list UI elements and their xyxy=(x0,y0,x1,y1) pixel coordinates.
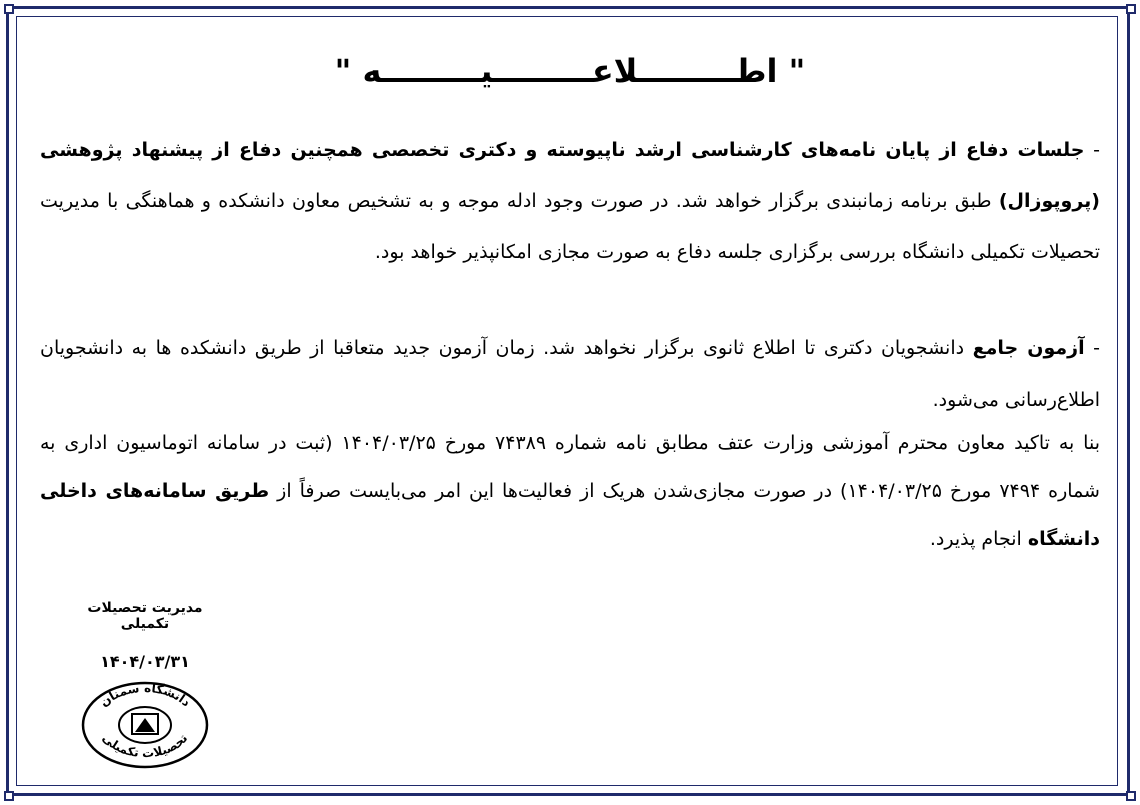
svg-text:دانشگاه سمنان xyxy=(97,681,193,710)
university-seal-icon xyxy=(80,680,210,770)
notice-title: " اطـــــــــلاعـــــــــیـــــــــه " xyxy=(334,52,806,90)
defense-sessions-bold: جلسات دفاع از پایان نامه‌های کارشناسی ارشد ناپیوسته و دکتری تخصصی همچنین دفاع از پیشنهاد پژوهشی (پروپوزال) xyxy=(40,139,1100,212)
directive-text-before: بنا به تاکید معاون محترم آموزشی وزارت عتف مطابق نامه شماره ۷۴۳۸۹ مورخ ۱۴۰۴/۰۳/۲۵ (ثبت در سامانه اتوماسیون اداری به شماره ۷۴۹۴ مورخ ۱۴۰۴/۰۳/۲۵) در صورت مجازی‌شدن هریک از فعالیت‌ها این امر می‌بایست صرفاً از xyxy=(40,432,1100,502)
paragraph-ministry-directive xyxy=(40,419,1100,563)
signature-office: مدیریت تحصیلات تکمیلی xyxy=(87,600,203,632)
directive-text-after: انجام پذیرد. xyxy=(929,528,1022,550)
seal-top-text: دانشگاه سمنان xyxy=(97,680,194,710)
notice-page xyxy=(40,40,1100,780)
defense-sessions-text: طبق برنامه زمانبندی برگزار خواهد شد. در صورت وجود ادله موجه و به تشخیص معاون دانشکده و هماهنگی با مدیریت تحصیلات تکمیلی دانشگاه بررسی برگزاری جلسه دفاع به صورت مجازی امکانپذیر خواهد بود. xyxy=(40,190,1100,263)
paragraph-defense-sessions xyxy=(40,125,1100,278)
comprehensive-exam-text: دانشجویان دکتری تا اطلاع ثانوی برگزار نخواهد شد. زمان آزمون جدید متعاقبا از طریق دانشکده ها به دانشجویان اطلاع‌رسانی می‌شود. xyxy=(40,337,1100,411)
corner-ornament-top-left xyxy=(4,4,14,14)
corner-ornament-top-right xyxy=(1126,4,1136,14)
bullet-dash: - xyxy=(1093,337,1100,359)
directive-bold: طریق سامانه‌های داخلی دانشگاه xyxy=(40,480,1100,550)
paragraph-comprehensive-exam xyxy=(40,322,1100,426)
seal-bottom-text: تحصیلات تکمیلی xyxy=(99,730,191,761)
corner-ornament-bottom-left xyxy=(4,791,14,801)
signature-date: ۱۴۰۴/۰۳/۳۱ xyxy=(100,652,190,671)
svg-text:تحصیلات تکمیلی xyxy=(100,731,191,760)
signature-block xyxy=(70,600,220,671)
corner-ornament-bottom-right xyxy=(1126,791,1136,801)
bullet-dash: - xyxy=(1093,139,1100,161)
comprehensive-exam-bold: آزمون جامع xyxy=(972,337,1085,359)
